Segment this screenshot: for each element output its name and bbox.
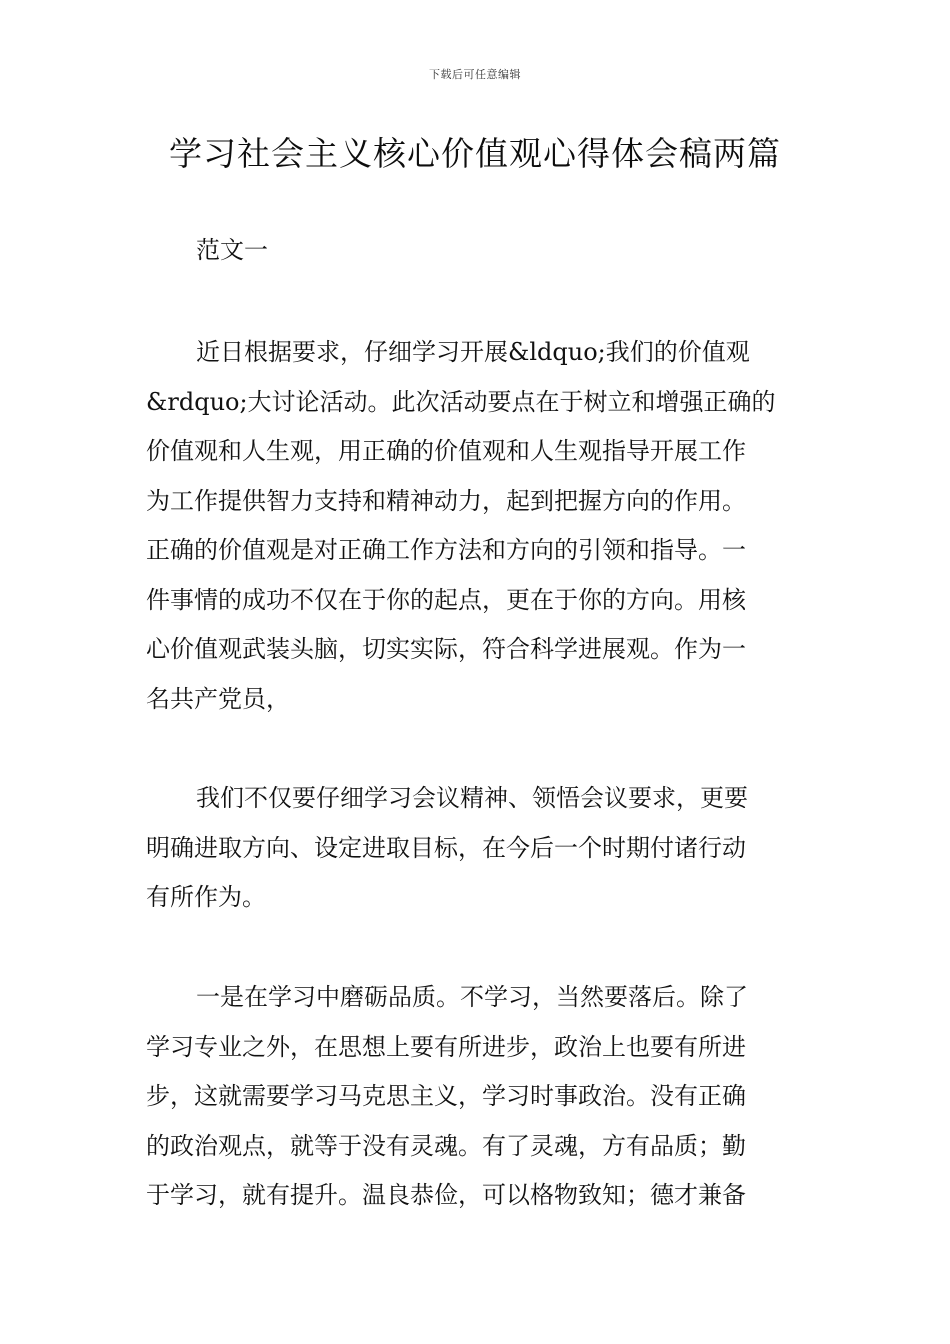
paragraph-line: 步，这就需要学习马克思主义，学习时事政治。没有正确 — [146, 1082, 746, 1110]
paragraph-line: 价值观和人生观，用正确的价值观和人生观指导开展工作 — [146, 437, 746, 465]
paragraph-line: &rdquo;大讨论活动。此次活动要点在于树立和增强正确的 — [146, 387, 776, 416]
section-label: 范文一 — [196, 236, 268, 264]
paragraph-line: 近日根据要求，仔细学习开展&ldquo;我们的价值观 — [196, 338, 750, 366]
paragraph-line: 名共产党员， — [146, 684, 290, 713]
paragraph-line: 明确进取方向、设定进取目标，在今后一个时期付诸行动 — [146, 833, 746, 862]
paragraph-line: 有所作为。 — [146, 883, 266, 911]
paragraph-2 — [146, 774, 806, 923]
paragraph-line: 为工作提供智力支持和精神动力，起到把握方向的作用。 — [146, 486, 746, 515]
paragraph-line: 我们不仅要仔细学习会议精神、领悟会议要求，更要 — [196, 784, 748, 812]
header-note: 下载后可任意编辑 — [429, 68, 521, 81]
paragraph-line: 正确的价值观是对正确工作方法和方向的引领和指导。一 — [146, 536, 746, 564]
paragraph-1 — [146, 328, 806, 724]
document-title: 学习社会主义核心价值观心得体会稿两篇 — [169, 134, 781, 173]
paragraph-line: 心价值观武装头脑，切实实际，符合科学进展观。作为一 — [146, 635, 746, 663]
paragraph-line: 的政治观点，就等于没有灵魂。有了灵魂，方有品质；勤 — [146, 1131, 746, 1160]
paragraph-line: 件事情的成功不仅在于你的起点，更在于你的方向。用核 — [146, 585, 746, 614]
paragraph-3 — [146, 973, 806, 1221]
paragraph-line: 学习专业之外，在思想上要有所进步，政治上也要有所进 — [146, 1032, 746, 1061]
paragraph-line: 一是在学习中磨砺品质。不学习，当然要落后。除了 — [196, 983, 748, 1011]
paragraph-line: 于学习，就有提升。温良恭俭，可以格物致知；德才兼备 — [146, 1181, 746, 1209]
